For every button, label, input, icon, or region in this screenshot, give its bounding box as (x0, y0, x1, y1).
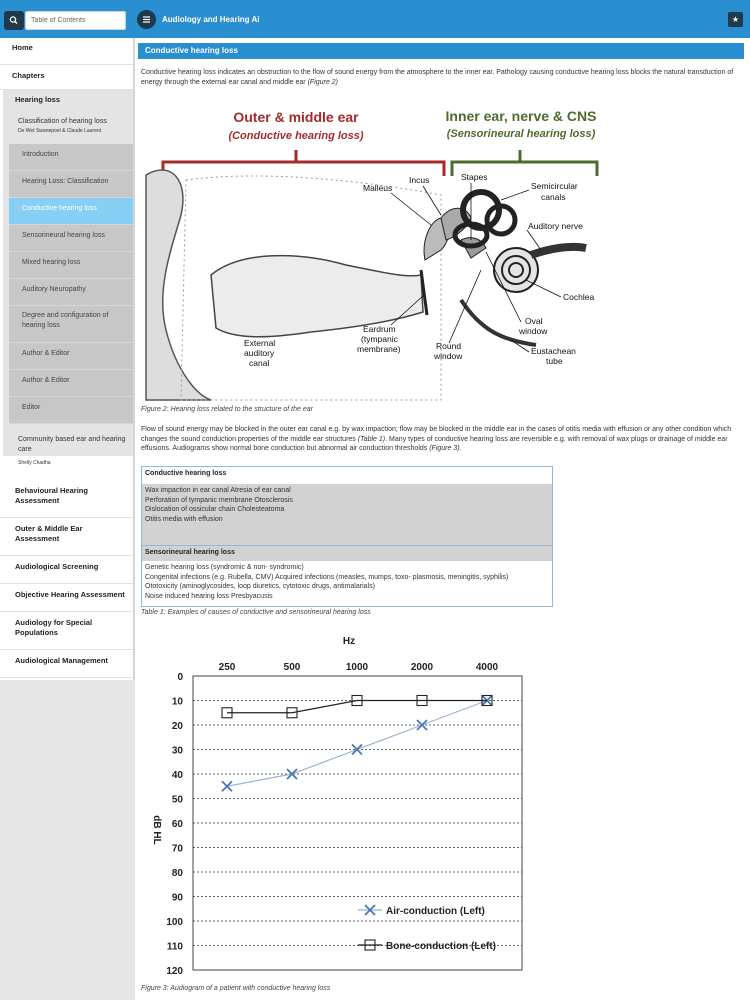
section-title-label: Classification of hearing loss (18, 118, 107, 125)
section-title[interactable] (18, 118, 130, 134)
table-row: Genetic hearing loss (syndromic & non- syndromic) (145, 564, 304, 571)
menu-button[interactable] (137, 10, 156, 29)
legend-label: Air-conduction (Left) (386, 906, 485, 917)
sidebar-item-degree[interactable]: Degree and configuration of hearing loss (9, 306, 133, 343)
chapter-management[interactable]: Audiological Management (0, 650, 133, 678)
y-tick-label: 60 (171, 819, 183, 830)
table-ref[interactable]: (Table 1) (357, 435, 386, 443)
sidebar-item-label: Home (12, 43, 33, 52)
paragraph-blockage: Flow of sound energy may be blocked in the outer ear canal e.g. by wax impaction; flow may be blocked in the middle ear in the cases of otitis media with effusion or any other condition which changes the sound conduction properties of the middle ear structures (Table 1). Many types of conductive hearing loss are reversible e.g. with removal of wax plugs or drainage of middle ear effusions. Audiograms show normal bone conduction but abnormal air conduction thresholds (Figure 3). (141, 426, 732, 453)
sidebar-item-mixed[interactable]: Mixed hearing loss (9, 252, 133, 279)
label-canals: canals (541, 192, 566, 202)
table-row: Dislocation of ossicular chain Cholesteatoma (145, 506, 285, 513)
chapter-outer-middle[interactable]: Outer & Middle Ear Assessment (0, 518, 133, 556)
y-tick-label: 120 (166, 966, 183, 977)
sidebar-item-conductive[interactable]: Conductive hearing loss (9, 198, 133, 225)
search-input[interactable] (25, 11, 126, 30)
data-point (287, 769, 297, 779)
chapter-group-title[interactable]: Hearing loss (15, 95, 61, 104)
label-tube: tube (546, 356, 563, 366)
section-header: Conductive hearing loss (138, 43, 744, 59)
y-tick-label: 20 (171, 721, 183, 732)
table-row: Congenital infections (e.g. Rubella, CMV) Acquired infections (measles, mumps, toxo- plasmosis, meningitis, syphilis) (145, 573, 509, 581)
data-point (222, 781, 232, 791)
sidebar-item-introduction[interactable]: Introduction (9, 144, 133, 171)
y-tick-label: 10 (171, 696, 183, 708)
y-tick-label: 100 (166, 917, 183, 928)
label-malleus: Malleus (363, 183, 393, 193)
label-tympanic: (tympanic (361, 334, 398, 344)
chapter-objective[interactable]: Objective Hearing Assessment (0, 584, 133, 612)
label-round-window: window (434, 351, 463, 361)
sidebar-item-author-editor-1[interactable]: Author & Editor (9, 343, 133, 370)
chapter-screening[interactable]: Audiological Screening (0, 556, 133, 584)
sidebar-item-neuropathy[interactable]: Auditory Neuropathy (9, 279, 133, 306)
figure-ref[interactable]: (Figure 2) (307, 78, 338, 86)
figure-ref[interactable]: (Figure 3) (429, 445, 460, 453)
table-body-sensorineural (145, 563, 551, 601)
inner-subtitle: (Sensorineural hearing loss) (446, 128, 596, 140)
label-oval: Oval (525, 316, 543, 326)
label-canal: canal (249, 358, 270, 368)
table-row: Otitis media with effusion (145, 515, 223, 523)
table1-caption: Table 1: Examples of causes of conductive and sensorineural hearing loss (141, 609, 371, 616)
legend-label: Bone-conduction (Left) (386, 941, 496, 952)
hamburger-icon (137, 10, 156, 29)
inner-title: Inner ear, nerve & CNS (445, 108, 597, 124)
x-tick-label: 250 (218, 662, 236, 673)
y-tick-label: 30 (171, 745, 183, 757)
table-header-conductive: Conductive hearing loss (145, 470, 227, 477)
paragraph-intro (141, 68, 741, 87)
search-button[interactable] (4, 11, 24, 30)
table-body-conductive (142, 484, 552, 545)
chapter-behavioural[interactable]: Behavioural Hearing Assessment (0, 480, 133, 518)
paragraph-text: Flow of sound energy may be blocked in the outer ear canal e.g. by wax impaction; flow may be blocked in the middle ear in the cases of otitis media with effusion or any other condition which changes the sound conduction properties of the middle ear structures (141, 426, 732, 443)
y-tick-label: 40 (171, 770, 183, 781)
x-tick-label: 500 (283, 662, 301, 673)
figure2-caption: Figure 2: Hearing loss related to the structure of the ear (141, 406, 313, 413)
y-tick-label: 50 (171, 794, 183, 806)
label-auditory-nerve: Auditory nerve (528, 221, 583, 231)
x-tick-label: 4000 (475, 662, 499, 673)
y-tick-label: 80 (171, 868, 183, 879)
pinna (146, 170, 211, 400)
audiogram-chart (141, 630, 526, 978)
sidebar-item-chapters[interactable] (0, 65, 133, 90)
y-tick-label: 70 (171, 843, 183, 855)
x-tick-label: 1000 (345, 662, 369, 673)
table-row: Wax impaction in ear canal Atresia of ear canal (145, 487, 291, 494)
paragraph-text: . Many types of conductive hearing loss are reversible e.g. with removal of wax plugs or drainage of middle ear effusions. Audiograms show normal bone conduction but abnormal air conduction thresholds (141, 435, 728, 453)
sidebar-item-label: Community based ear and hearing care (18, 436, 126, 453)
label-semicircular: Semicircular (531, 181, 578, 191)
sidebar-item-editor[interactable]: Editor (9, 397, 133, 424)
search-icon (4, 11, 24, 30)
y-tick-label: 110 (166, 941, 183, 953)
label-eardrum: Eardrum (363, 324, 396, 334)
outer-title: Outer & middle ear (233, 109, 359, 125)
x-tick-label: 2000 (410, 662, 434, 673)
y-axis-label: dB HL (151, 815, 162, 845)
audiogram-figure (141, 630, 526, 978)
series-line (227, 701, 487, 787)
app-title: Audiology and Hearing Ai (162, 15, 260, 24)
sidebar-item-author-editor-2[interactable]: Author & Editor (9, 370, 133, 397)
causes-table (141, 466, 553, 607)
chapter-special-populations[interactable]: Audiology for Special Populations (0, 612, 133, 650)
bookmark-button[interactable] (728, 12, 743, 27)
ear-anatomy-figure (141, 100, 606, 402)
table-row: Ototoxicity (aminoglycosides, loop diuretics, cytotoxic drugs, antimalarials) (145, 583, 375, 590)
label-auditory: auditory (244, 348, 275, 358)
star-icon: ★ (731, 15, 740, 24)
section-authors: Shelly Chadha (18, 460, 51, 466)
label-round: Round (436, 341, 462, 351)
label-cochlea: Cochlea (563, 292, 595, 302)
sidebar-item-home[interactable] (0, 38, 133, 65)
label-incus: Incus (409, 175, 430, 185)
table-row: Noise induced hearing loss Presbyacusis (145, 592, 273, 600)
table-row: Perforation of tympanic membrane Otosclerosis (145, 496, 293, 504)
x-axis-label: Hz (342, 636, 356, 647)
label-membrane: membrane) (357, 344, 401, 354)
label-stapes: Stapes (461, 172, 488, 182)
label-eustachean: Eustachean (531, 346, 576, 356)
outer-bracket (163, 150, 444, 176)
sidebar-item-community[interactable] (18, 435, 130, 468)
y-tick-label: 90 (171, 892, 183, 904)
figure3-caption: Figure 3: Audiogram of a patient with conductive hearing loss (141, 985, 331, 992)
table-header-sensorineural: Sensorineural hearing loss (142, 546, 552, 561)
outer-subtitle: (Conductive hearing loss) (228, 130, 364, 142)
section-authors: De Wet Swanepoel & Claude Laurent (18, 128, 102, 134)
y-tick-label: 0 (177, 672, 183, 683)
sidebar-item-label: Chapters (12, 71, 45, 80)
sidebar-item-classification[interactable]: Hearing Loss: Classification (9, 171, 133, 198)
label-window: window (519, 326, 548, 336)
sidebar-item-sensorineural[interactable]: Sensorineural hearing loss (9, 225, 133, 252)
series-line (227, 701, 487, 713)
label-external: External (244, 338, 276, 348)
paragraph-text: Conductive hearing loss indicates an obstruction to the flow of sound energy from the atmosphere to the inner ear. Pathology causing conductive hearing loss blocks the natural transduction of energy through the external ear canal and middle ear (141, 69, 734, 86)
